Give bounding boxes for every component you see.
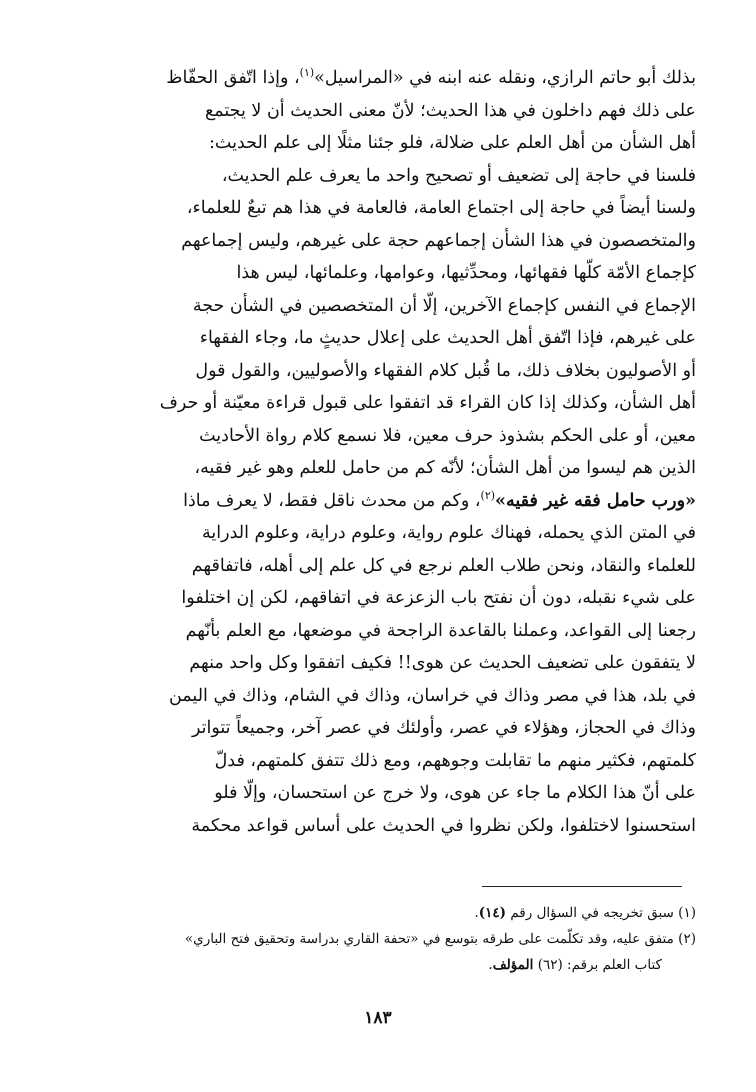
text-line: أهل الشأن، وكذلك إذا كان القراء قد اتفقوا على قبول قراءة معيّنة أو حرف [159, 393, 696, 413]
footnote-ref-1[interactable]: (١) [299, 66, 315, 80]
footnote-text: كتاب العلم برقم: (٦٢) [533, 957, 662, 973]
text-line: الإجماع في النفس كإجماع الآخرين، إلّا أن المتخصصين في الشأن حجة [192, 295, 696, 316]
text-line: والمتخصصون في هذا الشأن إجماعهم حجة على غيرهم، وليس إجماعهم [181, 230, 696, 251]
text-line [78, 485, 696, 518]
line-text-tail: ، وإذا اتّفق الحفّاظ [166, 68, 300, 88]
text-line: رجعنا إلى القواعد، وعملنا بالقاعدة الراجحة في موضعها، مع العلم بأنّهم [185, 620, 696, 641]
text-line: الذين هم ليسوا من أهل الشأن؛ لأنّه كم من حامل للعلم وهو غير فقيه، [194, 458, 696, 478]
line-text: بذلك أبو حاتم الرازي، ونقله عنه ابنه في «المراسيل» [314, 68, 696, 88]
footnote-2 [78, 926, 696, 952]
text-line: فلسنا في حاجة إلى تضعيف أو تصحيح واحد ما يعرف علم الحديث، [221, 165, 696, 186]
text-line: في المتن الذي يحمله، فهناك علوم رواية، وعلوم دراية، وعلوم الدراية [202, 523, 696, 543]
text-line: استحسنوا لاختلفوا، ولكن نظروا في الحديث على أساس قواعد محكمة [191, 815, 696, 836]
page-number: ١٨٣ [364, 1008, 392, 1028]
body-paragraph [78, 62, 696, 842]
footnote-1 [78, 900, 696, 926]
text-line: على شيء نقبله، دون أن نفتح باب الزعزعة في اتفاقهم، لكن إن اختلفوا [181, 588, 696, 608]
footnote-marker: (١) [678, 905, 696, 921]
footnote-ref-2[interactable]: (٢) [480, 488, 496, 502]
text-line: أهل الشأن من أهل العلم على ضلالة، فلو جئنا مثلًا إلى علم الحديث: [209, 133, 696, 153]
text-line: لا يتفقون على تضعيف الحديث عن هوى!! فكيف اتفقوا وكل واحد منهم [189, 653, 696, 673]
text-line: على أنّ هذا الكلام ما جاء عن هوى، ولا خرج عن استحسان، وإلّا فلو [214, 783, 696, 803]
text-line: كإجماع الأمّة كلّها فقهائها، ومحدِّثيها، وعوامها، وعلمائها، ليس هذا [236, 263, 696, 283]
text-line: أو الأصوليون بخلاف ذلك، ما قُبل كلام الفقهاء والأصوليين، والقول قول [195, 360, 696, 381]
footnote-text: متفق عليه، وقد تكلّمت على طرقه بتوسع في «تحفة القاري بدراسة وتحقيق فتح الباري» [184, 931, 674, 947]
text-line [78, 62, 696, 95]
text-line: معين، أو على الحكم بشذوذ حرف معين، فلا نسمع كلام رواة الأحاديث [199, 425, 696, 446]
footnote-text: سبق تخريجه في السؤال رقم [506, 905, 674, 921]
quoted-hadith: «ورب حامل فقه غير فقيه» [495, 490, 696, 511]
text-line: للعلماء والنقاد، ونحن طلاب العلم نرجع في كل علم إلى أهله، فاتفاقهم [191, 555, 696, 576]
footnote-author-label: المؤلف [492, 957, 534, 973]
footnotes [78, 900, 696, 978]
footnote-2-continued [78, 952, 696, 978]
footnote-tail: . [488, 957, 493, 973]
text-line: كلمتهم، فكثير منهم ما تقابلت وجوههم، ومع ذلك تتفق كلمتهم، فدلّ [214, 750, 696, 771]
footnote-tail: . [474, 905, 479, 921]
text-line: وذاك في الحجاز، وهؤلاء في عصر، وأولئك في عصر آخر، وجميعاً تتواتر [191, 718, 696, 738]
footnote-divider [482, 886, 682, 887]
text-line: في بلد، هذا في مصر وذاك في خراسان، وذاك في الشام، وذاك في اليمن [168, 685, 696, 706]
text-line: ولسنا أيضاً في حاجة إلى اجتماع العامة، فالعامة في هذا هم تبعٌ للعلماء، [186, 198, 696, 218]
line-text-tail: ، وكم من محدث ناقل فقط، لا يعرف ماذا [183, 490, 481, 511]
text-line: على ذلك فهم داخلون في هذا الحديث؛ لأنّ معنى الحديث أن لا يجتمع [204, 100, 696, 121]
footnote-question-number: (١٤) [478, 905, 507, 921]
text-line: على غيرهم، فإذا اتّفق أهل الحديث على إعلال حديثٍ ما، وجاء الفقهاء [199, 328, 696, 348]
footnote-marker: (٢) [678, 931, 696, 947]
